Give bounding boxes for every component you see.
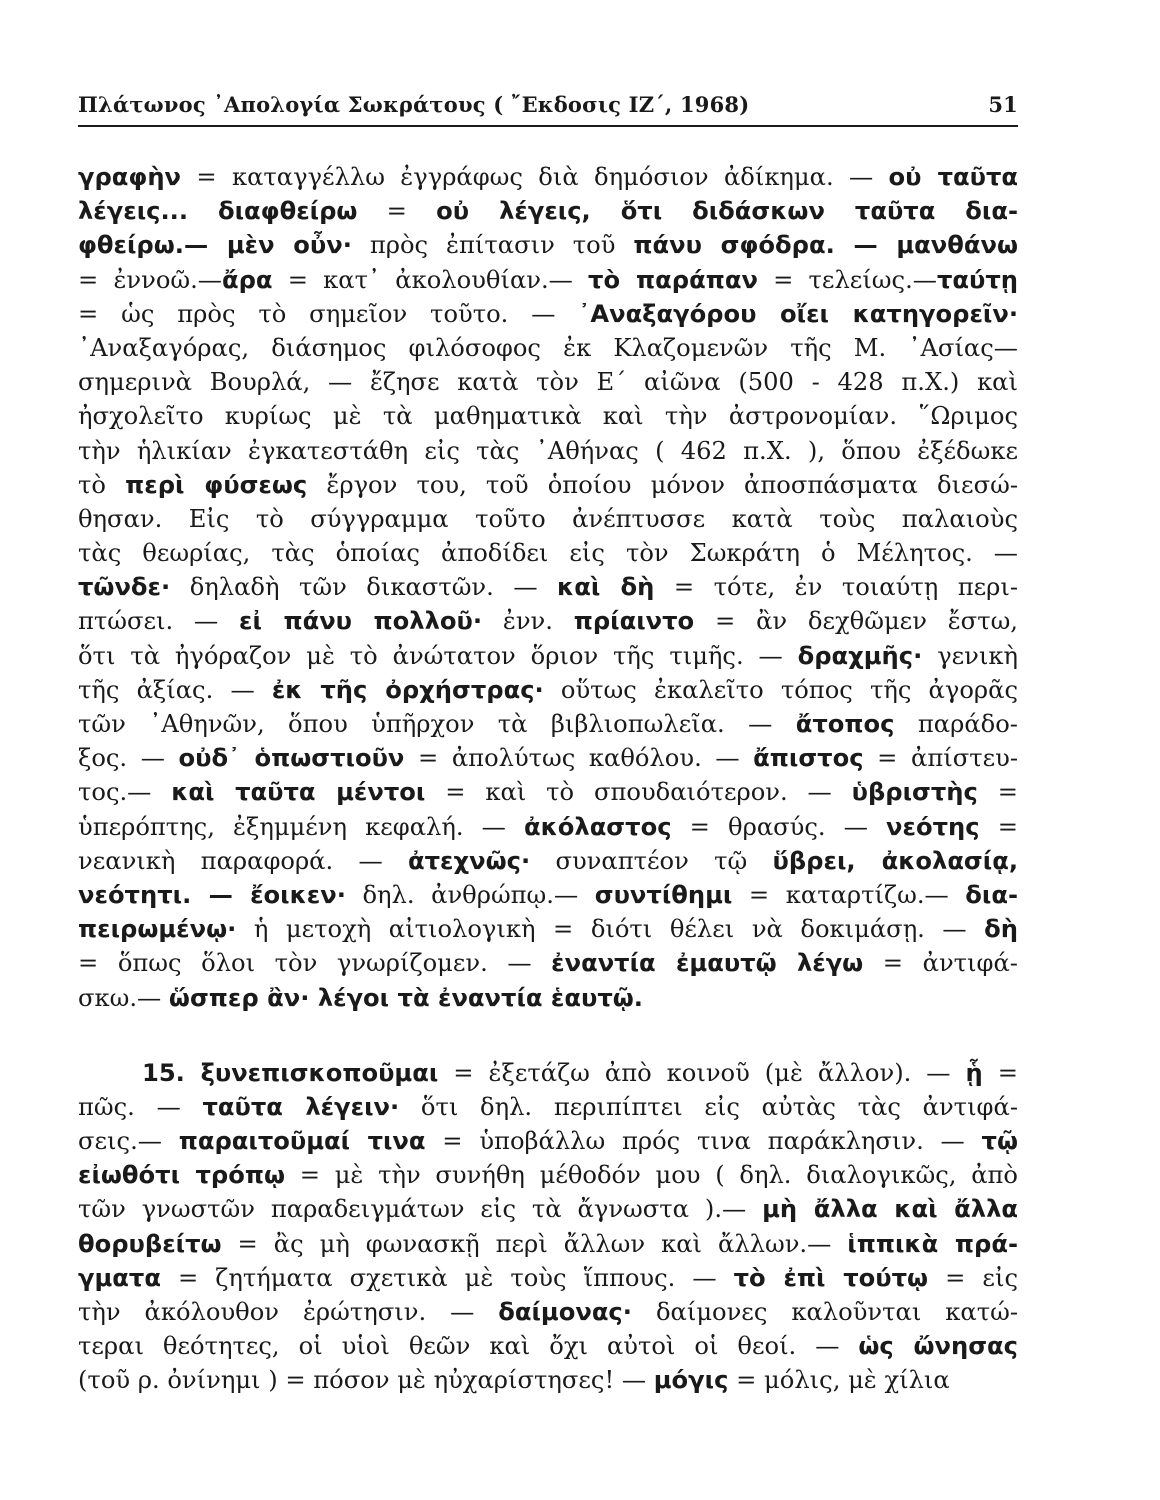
- gloss-text: τὴν ἀκόλουθον ἐρώτησιν. —: [78, 1298, 499, 1326]
- gloss-text: τὰς θεωρίας, τὰς ὁποίας ἀποδίδει εἰς τὸν Σωκράτη ὁ Μέλητος. —: [78, 539, 1018, 568]
- gloss-text: σεις.—: [78, 1127, 179, 1156]
- lemma-term: 15. ξυνεπισκοποῦμαι: [142, 1058, 439, 1087]
- gloss-text: παράδο-: [894, 710, 1018, 738]
- gloss-text: τεραι θεότητες, οἱ υἱοὶ θεῶν καὶ ὄχι αὐτοὶ οἱ θεοί. —: [78, 1332, 859, 1361]
- text-line: [78, 263, 1018, 297]
- text-line: [78, 536, 1018, 570]
- gloss-text: = καὶ τὸ σπουδαιότερον. —: [425, 778, 852, 807]
- lemma-term: ἐκ τῆς ὀρχήστρας·: [271, 675, 544, 704]
- lemma-term: δὴ: [984, 915, 1018, 944]
- gloss-text: =: [357, 197, 437, 226]
- lemma-term: ἄτοπος: [795, 710, 895, 738]
- commentary-text: [78, 160, 1018, 1398]
- gloss-text: =: [977, 778, 1018, 807]
- text-line: [78, 1329, 1018, 1363]
- gloss-text: τος.—: [78, 778, 172, 807]
- gloss-text: ἔργον του, τοῦ ὁποίου μόνον ἀποσπάσματα διεσώ-: [307, 470, 1018, 499]
- gloss-text: = ὑποβάλλω πρός τινα παράκλησιν. —: [425, 1127, 982, 1156]
- gloss-text: ᾿Αναξαγόρας, διάσημος φιλόσοφος ἐκ Κλαζομενῶν τῆς Μ. ᾿Ασίας—: [78, 333, 1018, 362]
- lemma-term: ἀτεχνῶς·: [408, 846, 531, 875]
- gloss-text: ἠσχολεῖτο κυρίως μὲ τὰ μαθηματικὰ καὶ τὴν ἀστρονομίαν. ῞Ωριμος: [78, 402, 1018, 431]
- gloss-text: σκω.—: [78, 983, 169, 1012]
- lemma-term: φθείρω.— μὲν οὖν·: [78, 231, 352, 260]
- text-line: [78, 673, 1018, 707]
- lemma-term: μὴ ἄλλα καὶ ἄλλα: [762, 1195, 1018, 1224]
- gloss-text: = ἐννοῶ.—: [78, 265, 222, 294]
- gloss-text: τὸ: [78, 470, 126, 499]
- gloss-text: = ζητήματα σχετικὰ μὲ τοὺς ἵππους. —: [160, 1263, 734, 1292]
- text-line: [78, 1192, 1018, 1226]
- lemma-term: ἐναντία ἐμαυτῷ λέγω: [551, 949, 864, 978]
- lemma-term: πρίαιντο: [573, 607, 695, 636]
- gloss-text: = μόλις, μὲ χίλια: [728, 1366, 950, 1395]
- gloss-text: = ὅπως ὅλοι τὸν γνωρίζομεν. —: [78, 949, 552, 978]
- gloss-text: πτώσει. —: [78, 607, 240, 636]
- gloss-text: γενικὴ: [922, 641, 1018, 670]
- text-line: [78, 468, 1018, 502]
- lemma-term: εἰωθότι τρόπῳ: [78, 1161, 285, 1190]
- text-line: [78, 707, 1018, 741]
- page-number: 51: [988, 92, 1018, 117]
- text-line: [78, 1090, 1018, 1124]
- lemma-term: τὸ παράπαν: [588, 265, 758, 294]
- text-line: [78, 946, 1018, 980]
- gloss-text: ξος. —: [78, 744, 179, 773]
- lemma-term: μόγις: [653, 1366, 729, 1395]
- lemma-term: παραιτοῦμαί τινα: [178, 1127, 426, 1156]
- gloss-text: = ἀπολύτως καθόλου. —: [404, 744, 754, 773]
- header-rule: [78, 125, 1018, 127]
- lemma-term: ἀκόλαστος: [523, 812, 672, 841]
- lemma-term: δαίμονας·: [498, 1298, 632, 1326]
- text-line: [78, 844, 1018, 878]
- lemma-term: ᾿Αναξαγόρου οἴει κατηγορεῖν·: [578, 299, 1018, 328]
- text-line: [78, 194, 1018, 228]
- gloss-text: τὴν ἡλικίαν ἐγκατεστάθη εἰς τὰς ᾿Αθήνας ( 462 π.Χ. ), ὅπου ἐξέδωκε: [78, 436, 1018, 465]
- text-line: [78, 365, 1018, 399]
- gloss-text: νεανικὴ παραφορά. —: [78, 846, 408, 875]
- lemma-term: ἱππικὰ πρά-: [847, 1229, 1018, 1258]
- text-line: [78, 1261, 1018, 1295]
- lemma-term: καὶ δὴ: [557, 573, 655, 602]
- lemma-term: καὶ ταῦτα μέντοι: [171, 778, 426, 807]
- gloss-text: πῶς. —: [78, 1092, 203, 1121]
- lemma-term: ταῦτα λέγειν·: [202, 1092, 400, 1121]
- gloss-text: θησαν. Εἰς τὸ σύγγραμμα τοῦτο ἀνέπτυσσε κατὰ τοὺς παλαιοὺς: [78, 504, 1018, 533]
- lemma-term: ταύτῃ: [936, 265, 1018, 294]
- gloss-text: = ἀντιφά-: [863, 949, 1018, 978]
- lemma-term: πάνυ σφόδρα. — μανθάνω: [633, 231, 1018, 260]
- text-line: [78, 502, 1018, 536]
- lemma-term: συντίθημι: [594, 880, 733, 909]
- gloss-text: =: [982, 1058, 1018, 1087]
- text-line: [78, 912, 1018, 946]
- gloss-text: = τελείως.—: [757, 265, 937, 294]
- lemma-term: γματα: [78, 1263, 161, 1292]
- text-line: [78, 297, 1018, 331]
- lemma-term: ἄρα: [222, 265, 273, 294]
- lemma-term: τὸ ἐπὶ τούτῳ: [733, 1263, 929, 1292]
- gloss-text: = ἀπίστευ-: [863, 744, 1018, 773]
- text-line: [78, 810, 1018, 844]
- gloss-text: = καταγγέλλω ἐγγράφως διὰ δημόσιον ἀδίκημα. —: [181, 163, 889, 191]
- text-line: [78, 775, 1018, 809]
- gloss-text: δηλαδὴ τῶν δικαστῶν. —: [170, 573, 558, 602]
- lemma-term: δραχμῆς·: [797, 641, 923, 670]
- gloss-text: ὅτι δηλ. περιπίπτει εἰς αὐτὰς τὰς ἀντιφά-: [399, 1092, 1018, 1121]
- lemma-term: ὡς ὤνησας: [858, 1332, 1018, 1361]
- gloss-text: = θρασύς. —: [671, 812, 887, 841]
- lemma-term: δια-: [965, 880, 1018, 909]
- text-line: [78, 878, 1018, 912]
- text-line: [78, 741, 1018, 775]
- gloss-text: = καταρτίζω.—: [732, 880, 966, 909]
- gloss-text: = κατ᾿ ἀκολουθίαν.—: [272, 265, 589, 294]
- gloss-text: συναπτέον τῷ: [530, 846, 773, 875]
- text-line: [78, 1124, 1018, 1158]
- text-line: [78, 399, 1018, 433]
- lemma-term: ὑβριστὴς: [851, 778, 978, 807]
- text-line: [78, 1295, 1018, 1329]
- lemma-term: νεότητι. — ἔοικεν·: [78, 880, 346, 909]
- gloss-text: πρὸς ἐπίτασιν τοῦ: [351, 231, 634, 260]
- lemma-term: νεότης: [886, 812, 980, 841]
- lemma-term: ὕβρει, ἀκολασίᾳ,: [772, 846, 1018, 875]
- text-line: [78, 228, 1018, 262]
- text-line: [78, 434, 1018, 468]
- gloss-text: =: [979, 812, 1018, 841]
- text-line: [78, 331, 1018, 365]
- text-line: [78, 604, 1018, 638]
- header-title: Πλάτωνος ᾿Απολογία Σωκράτους ( ῎Εκδοσις ΙΖ΄, 1968): [78, 92, 750, 117]
- gloss-text: τῶν γνωστῶν παραδειγμάτων εἰς τὰ ἄγνωστα ).—: [78, 1195, 763, 1224]
- text-line: [78, 570, 1018, 604]
- gloss-text: δηλ. ἀνθρώπῳ.—: [345, 880, 595, 909]
- gloss-text: = ἂς μὴ φωνασκῇ περὶ ἄλλων καὶ ἄλλων.—: [221, 1229, 848, 1258]
- lemma-term: οὐ ταῦτα: [888, 163, 1018, 191]
- text-line: [78, 639, 1018, 673]
- gloss-text: = ἂν δεχθῶμεν ἔστω,: [694, 607, 1018, 636]
- lemma-term: τῶνδε·: [78, 573, 171, 602]
- lemma-term: θορυβείτω: [78, 1229, 222, 1258]
- lemma-term: οὐδ᾿ ὁπωστιοῦν: [178, 744, 405, 773]
- gloss-text: δαίμονες καλοῦνται κατώ-: [631, 1298, 1018, 1326]
- gloss-text: = ἐξετάζω ἀπὸ κοινοῦ (μὲ ἄλλον). —: [438, 1058, 966, 1087]
- lemma-term: ἄπιστος: [753, 744, 864, 773]
- text-line: [78, 1056, 1018, 1090]
- gloss-text: ὅτι τὰ ἠγόραζον μὲ τὸ ἀνώτατον ὅριον τῆς τιμῆς. —: [78, 641, 798, 670]
- lemma-term: οὐ λέγεις, ὅτι διδάσκων ταῦτα δια-: [436, 197, 1018, 226]
- gloss-text: ἐνν.: [482, 607, 574, 636]
- gloss-text: = τότε, ἐν τοιαύτῃ περι-: [654, 573, 1018, 602]
- gloss-text: (τοῦ ρ. ὀνίνημι ) = πόσον μὲ ηὐχαρίστησες! —: [78, 1366, 654, 1395]
- text-line: [78, 1363, 1018, 1397]
- lemma-term: τῷ: [981, 1127, 1018, 1156]
- gloss-text: οὕτως ἐκαλεῖτο τόπος τῆς ἀγορᾶς: [543, 675, 1018, 704]
- gloss-text: τῶν ᾿Αθηνῶν, ὅπου ὑπῆρχον τὰ βιβλιοπωλεῖα. —: [78, 710, 796, 738]
- text-line: [78, 981, 1018, 1015]
- lemma-term: περὶ φύσεως: [125, 470, 308, 499]
- text-line: [78, 1227, 1018, 1261]
- paragraph-gap: [78, 1015, 1018, 1056]
- gloss-text: = ὡς πρὸς τὸ σημεῖον τοῦτο. —: [78, 299, 579, 328]
- lemma-term: εἰ πάνυ πολλοῦ·: [239, 607, 483, 636]
- lemma-term: ᾗ: [965, 1058, 983, 1087]
- running-header: [78, 92, 1018, 117]
- gloss-text: ἡ μετοχὴ αἰτιολογικὴ = διότι θέλει νὰ δοκιμάσῃ. —: [236, 915, 985, 944]
- lemma-term: γραφὴν: [78, 163, 182, 191]
- gloss-text: = εἰς: [928, 1263, 1018, 1292]
- gloss-text: σημερινὰ Βουρλά, — ἔζησε κατὰ τὸν Ε΄ αἰῶνα (500 - 428 π.Χ.) καὶ: [78, 368, 1018, 397]
- lemma-term: λέγεις... διαφθείρω: [78, 197, 358, 226]
- gloss-text: = μὲ τὴν συνήθη μέθοδόν μου ( δηλ. διαλογικῶς, ἀπὸ: [284, 1161, 1018, 1190]
- text-line: [78, 1158, 1018, 1192]
- lemma-term: πειρωμένῳ·: [78, 915, 237, 944]
- text-line: [78, 160, 1018, 194]
- gloss-text: ὑπερόπτης, ἐξημμένη κεφαλή. —: [78, 812, 524, 841]
- lemma-term: ὥσπερ ἂν· λέγοι τὰ ἐναντία ἑαυτῷ.: [168, 983, 643, 1012]
- gloss-text: τῆς ἀξίας. —: [78, 675, 272, 704]
